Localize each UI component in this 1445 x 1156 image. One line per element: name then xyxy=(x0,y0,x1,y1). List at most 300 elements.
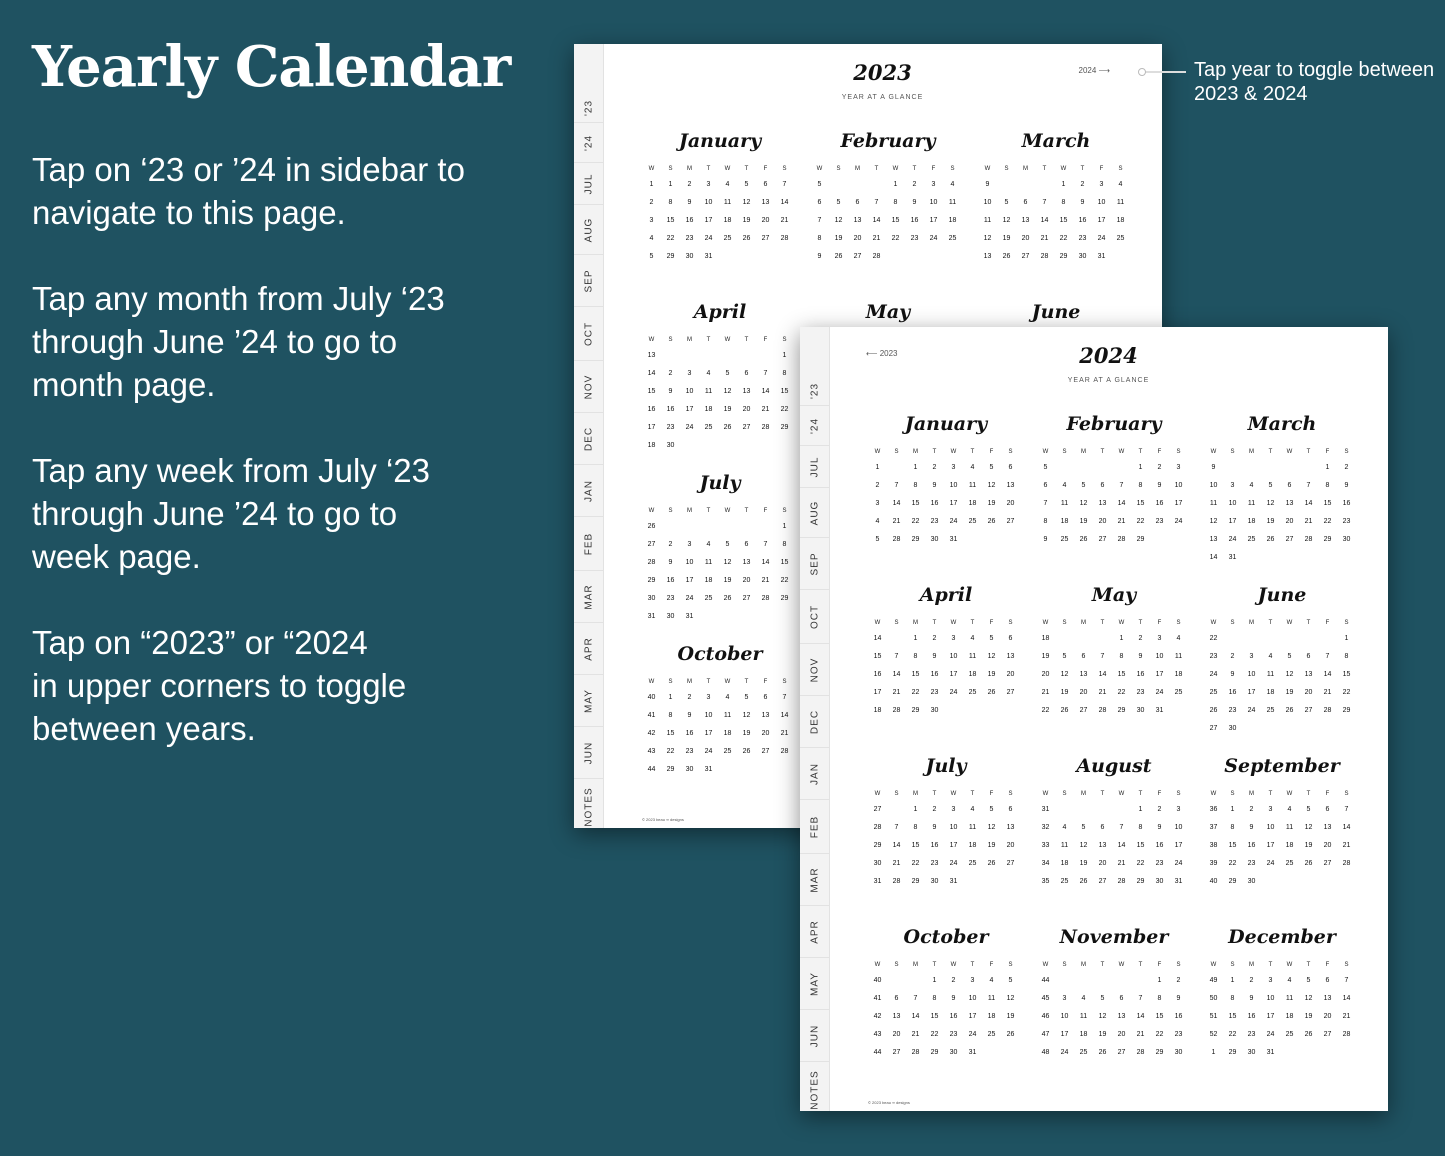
week-row[interactable] xyxy=(1036,819,1192,837)
day-cell[interactable]: 23 xyxy=(1078,235,1087,242)
day-cell[interactable]: 27 xyxy=(1285,536,1294,543)
week-row[interactable] xyxy=(1036,1008,1192,1026)
week-row[interactable] xyxy=(868,684,1024,702)
week-number[interactable]: 40 xyxy=(1209,878,1218,885)
day-cell[interactable]: 19 xyxy=(1098,1031,1107,1038)
day-cell[interactable]: 26 xyxy=(1006,1031,1015,1038)
day-cell[interactable]: 14 xyxy=(761,559,770,566)
day-cell[interactable]: 5 xyxy=(744,181,749,188)
day-cell[interactable]: 14 xyxy=(780,712,789,719)
month-july[interactable] xyxy=(642,468,798,639)
day-cell[interactable]: 1 xyxy=(1230,977,1235,984)
day-cell[interactable]: 31 xyxy=(704,253,713,260)
week-number[interactable]: 13 xyxy=(1209,536,1218,543)
day-cell[interactable]: 23 xyxy=(685,235,694,242)
week-row[interactable] xyxy=(868,531,1024,549)
day-cell[interactable]: 8 xyxy=(913,653,918,660)
day-cell[interactable]: 31 xyxy=(704,766,713,773)
day-cell[interactable]: 28 xyxy=(780,235,789,242)
day-cell[interactable]: 14 xyxy=(1117,842,1126,849)
day-cell[interactable]: 5 xyxy=(1081,824,1086,831)
day-cell[interactable]: 14 xyxy=(1342,824,1351,831)
week-number[interactable]: 35 xyxy=(1041,878,1050,885)
month-october[interactable] xyxy=(642,639,798,810)
day-cell[interactable]: 15 xyxy=(930,1013,939,1020)
week-row[interactable] xyxy=(1204,702,1360,720)
day-cell[interactable]: 25 xyxy=(1266,707,1275,714)
week-number[interactable]: 1 xyxy=(875,464,880,471)
day-cell[interactable]: 8 xyxy=(932,995,937,1002)
day-cell[interactable]: 8 xyxy=(1138,482,1143,489)
day-cell[interactable]: 18 xyxy=(1060,860,1069,867)
week-row[interactable] xyxy=(1204,513,1360,531)
week-row[interactable] xyxy=(1204,666,1360,684)
day-cell[interactable]: 20 xyxy=(1006,500,1015,507)
day-cell[interactable]: 20 xyxy=(742,406,751,413)
day-cell[interactable]: 30 xyxy=(666,442,675,449)
day-cell[interactable]: 1 xyxy=(1061,181,1066,188)
day-cell[interactable]: 3 xyxy=(1176,464,1181,471)
day-cell[interactable]: 3 xyxy=(1230,482,1235,489)
day-cell[interactable]: 28 xyxy=(1117,536,1126,543)
month-name[interactable]: April xyxy=(919,584,973,606)
day-cell[interactable]: 6 xyxy=(1287,482,1292,489)
week-number[interactable]: 5 xyxy=(817,181,822,188)
day-cell[interactable]: 1 xyxy=(668,181,673,188)
day-cell[interactable]: 17 xyxy=(685,406,694,413)
day-cell[interactable]: 22 xyxy=(891,235,900,242)
week-row[interactable] xyxy=(868,819,1024,837)
day-cell[interactable]: 3 xyxy=(951,806,956,813)
month-name[interactable]: March xyxy=(1021,130,1091,152)
day-cell[interactable]: 29 xyxy=(911,707,920,714)
month-name[interactable]: January xyxy=(904,413,988,435)
week-row[interactable] xyxy=(1204,648,1360,666)
month-name[interactable]: August xyxy=(1076,755,1152,777)
day-cell[interactable]: 22 xyxy=(780,406,789,413)
day-cell[interactable]: 12 xyxy=(1060,671,1069,678)
day-cell[interactable]: 19 xyxy=(1060,689,1069,696)
day-cell[interactable]: 6 xyxy=(1023,199,1028,206)
week-number[interactable]: 13 xyxy=(983,253,992,260)
day-cell[interactable]: 3 xyxy=(1099,181,1104,188)
day-cell[interactable]: 7 xyxy=(894,824,899,831)
week-row[interactable] xyxy=(1036,1044,1192,1062)
week-number[interactable]: 22 xyxy=(1041,707,1050,714)
day-cell[interactable]: 24 xyxy=(685,424,694,431)
day-cell[interactable]: 16 xyxy=(1342,500,1351,507)
week-row[interactable] xyxy=(1036,477,1192,495)
day-cell[interactable]: 3 xyxy=(706,181,711,188)
day-cell[interactable]: 1 xyxy=(913,464,918,471)
month-name[interactable]: July xyxy=(925,755,967,777)
day-cell[interactable]: 10 xyxy=(685,559,694,566)
day-cell[interactable]: 11 xyxy=(968,482,977,489)
week-number[interactable]: 4 xyxy=(649,235,654,242)
day-cell[interactable]: 11 xyxy=(948,199,957,206)
day-cell[interactable]: 18 xyxy=(968,500,977,507)
day-cell[interactable]: 29 xyxy=(780,595,789,602)
day-cell[interactable]: 7 xyxy=(1138,995,1143,1002)
day-cell[interactable]: 16 xyxy=(1228,689,1237,696)
day-cell[interactable]: 23 xyxy=(930,518,939,525)
week-number[interactable]: 21 xyxy=(1041,689,1050,696)
day-cell[interactable]: 22 xyxy=(1136,860,1145,867)
day-cell[interactable]: 20 xyxy=(742,577,751,584)
day-cell[interactable]: 2 xyxy=(1080,181,1085,188)
week-row[interactable] xyxy=(868,513,1024,531)
day-cell[interactable]: 24 xyxy=(1174,518,1183,525)
day-cell[interactable]: 6 xyxy=(1100,824,1105,831)
day-cell[interactable]: 30 xyxy=(1155,878,1164,885)
day-cell[interactable]: 26 xyxy=(1098,1049,1107,1056)
day-cell[interactable]: 27 xyxy=(1304,707,1313,714)
day-cell[interactable]: 12 xyxy=(723,388,732,395)
day-cell[interactable]: 2 xyxy=(668,370,673,377)
day-cell[interactable]: 17 xyxy=(1247,689,1256,696)
month-name[interactable]: February xyxy=(1066,413,1162,435)
week-number[interactable]: 49 xyxy=(1209,977,1218,984)
day-cell[interactable]: 12 xyxy=(1006,995,1015,1002)
month-name[interactable]: September xyxy=(1224,755,1340,777)
day-cell[interactable]: 26 xyxy=(1002,253,1011,260)
day-cell[interactable]: 30 xyxy=(930,536,939,543)
month-name[interactable]: June xyxy=(1031,301,1081,323)
day-cell[interactable]: 10 xyxy=(1247,671,1256,678)
day-cell[interactable]: 25 xyxy=(723,235,732,242)
week-number[interactable]: 31 xyxy=(1041,806,1050,813)
day-cell[interactable]: 31 xyxy=(1097,253,1106,260)
day-cell[interactable]: 27 xyxy=(1006,689,1015,696)
day-cell[interactable]: 17 xyxy=(949,671,958,678)
day-cell[interactable]: 5 xyxy=(836,199,841,206)
day-cell[interactable]: 16 xyxy=(1136,671,1145,678)
day-cell[interactable]: 11 xyxy=(1174,653,1183,660)
week-number[interactable]: 23 xyxy=(1209,653,1218,660)
day-cell[interactable]: 9 xyxy=(687,712,692,719)
day-cell[interactable]: 26 xyxy=(742,748,751,755)
day-cell[interactable]: 3 xyxy=(1249,653,1254,660)
day-cell[interactable]: 31 xyxy=(1174,878,1183,885)
sidebar-tab-oct[interactable] xyxy=(574,307,603,361)
day-cell[interactable]: 2 xyxy=(912,181,917,188)
day-cell[interactable]: 10 xyxy=(949,824,958,831)
day-cell[interactable]: 19 xyxy=(1304,842,1313,849)
sidebar-tab-notes[interactable] xyxy=(574,779,603,828)
week-row[interactable] xyxy=(642,743,798,761)
day-cell[interactable]: 29 xyxy=(1059,253,1068,260)
week-row[interactable] xyxy=(978,230,1134,248)
day-cell[interactable]: 27 xyxy=(1098,536,1107,543)
week-row[interactable] xyxy=(1204,855,1360,873)
day-cell[interactable]: 21 xyxy=(1304,518,1313,525)
day-cell[interactable]: 21 xyxy=(872,235,881,242)
day-cell[interactable]: 2 xyxy=(951,977,956,984)
day-cell[interactable]: 29 xyxy=(666,766,675,773)
day-cell[interactable]: 21 xyxy=(892,689,901,696)
week-number[interactable]: 42 xyxy=(873,1013,882,1020)
day-cell[interactable]: 19 xyxy=(742,730,751,737)
day-cell[interactable]: 27 xyxy=(1006,860,1015,867)
week-number[interactable]: 18 xyxy=(873,707,882,714)
day-cell[interactable]: 28 xyxy=(1304,536,1313,543)
month-september[interactable] xyxy=(1204,751,1360,922)
week-number[interactable]: 29 xyxy=(647,577,656,584)
week-row[interactable] xyxy=(978,176,1134,194)
week-row[interactable] xyxy=(1036,684,1192,702)
sidebar-tab-24[interactable] xyxy=(800,406,829,446)
week-row[interactable] xyxy=(642,608,798,626)
day-cell[interactable]: 16 xyxy=(930,500,939,507)
day-cell[interactable]: 24 xyxy=(1174,860,1183,867)
week-row[interactable] xyxy=(642,248,798,266)
day-cell[interactable]: 4 xyxy=(1081,995,1086,1002)
day-cell[interactable]: 23 xyxy=(666,424,675,431)
day-cell[interactable]: 4 xyxy=(1287,977,1292,984)
day-cell[interactable]: 13 xyxy=(1098,500,1107,507)
day-cell[interactable]: 24 xyxy=(949,860,958,867)
day-cell[interactable]: 28 xyxy=(911,1049,920,1056)
day-cell[interactable]: 23 xyxy=(1155,860,1164,867)
day-cell[interactable]: 15 xyxy=(1228,1013,1237,1020)
day-cell[interactable]: 29 xyxy=(911,878,920,885)
week-number[interactable]: 20 xyxy=(1041,671,1050,678)
day-cell[interactable]: 2 xyxy=(1157,464,1162,471)
day-cell[interactable]: 10 xyxy=(704,199,713,206)
day-cell[interactable]: 16 xyxy=(1247,1013,1256,1020)
week-number[interactable]: 12 xyxy=(983,235,992,242)
week-row[interactable] xyxy=(1204,801,1360,819)
day-cell[interactable]: 9 xyxy=(932,653,937,660)
day-cell[interactable]: 31 xyxy=(949,878,958,885)
day-cell[interactable]: 23 xyxy=(1247,1031,1256,1038)
month-december[interactable] xyxy=(1204,922,1360,1093)
day-cell[interactable]: 18 xyxy=(723,730,732,737)
week-row[interactable] xyxy=(642,572,798,590)
day-cell[interactable]: 27 xyxy=(1117,1049,1126,1056)
day-cell[interactable]: 26 xyxy=(1079,536,1088,543)
day-cell[interactable]: 13 xyxy=(1323,824,1332,831)
sidebar-tab-jul[interactable] xyxy=(574,163,603,205)
day-cell[interactable]: 27 xyxy=(1006,518,1015,525)
day-cell[interactable]: 12 xyxy=(987,653,996,660)
day-cell[interactable]: 29 xyxy=(1136,536,1145,543)
day-cell[interactable]: 10 xyxy=(949,653,958,660)
day-cell[interactable]: 17 xyxy=(1060,1031,1069,1038)
week-row[interactable] xyxy=(1036,990,1192,1008)
day-cell[interactable]: 3 xyxy=(931,181,936,188)
month-name[interactable]: October xyxy=(903,926,989,948)
day-cell[interactable]: 17 xyxy=(949,500,958,507)
day-cell[interactable]: 25 xyxy=(987,1031,996,1038)
day-cell[interactable]: 11 xyxy=(1285,995,1294,1002)
week-row[interactable] xyxy=(1204,684,1360,702)
day-cell[interactable]: 9 xyxy=(687,199,692,206)
day-cell[interactable]: 17 xyxy=(1266,842,1275,849)
day-cell[interactable]: 9 xyxy=(668,388,673,395)
day-cell[interactable]: 29 xyxy=(666,253,675,260)
month-january[interactable] xyxy=(868,409,1024,580)
day-cell[interactable]: 22 xyxy=(666,235,675,242)
day-cell[interactable]: 5 xyxy=(989,806,994,813)
day-cell[interactable]: 9 xyxy=(912,199,917,206)
day-cell[interactable]: 25 xyxy=(704,595,713,602)
day-cell[interactable]: 17 xyxy=(1228,518,1237,525)
day-cell[interactable]: 18 xyxy=(1266,689,1275,696)
day-cell[interactable]: 13 xyxy=(1006,653,1015,660)
day-cell[interactable]: 9 xyxy=(932,824,937,831)
day-cell[interactable]: 5 xyxy=(1268,482,1273,489)
week-number[interactable]: 44 xyxy=(1041,977,1050,984)
day-cell[interactable]: 9 xyxy=(1157,482,1162,489)
day-cell[interactable]: 24 xyxy=(1266,860,1275,867)
day-cell[interactable]: 14 xyxy=(892,842,901,849)
month-may[interactable] xyxy=(1036,580,1192,751)
day-cell[interactable]: 10 xyxy=(1174,482,1183,489)
day-cell[interactable]: 1 xyxy=(913,806,918,813)
day-cell[interactable]: 4 xyxy=(1062,824,1067,831)
week-number[interactable]: 2 xyxy=(875,482,880,489)
week-number[interactable]: 8 xyxy=(817,235,822,242)
day-cell[interactable]: 16 xyxy=(1247,842,1256,849)
day-cell[interactable]: 18 xyxy=(1285,1013,1294,1020)
week-number[interactable]: 41 xyxy=(873,995,882,1002)
week-number[interactable]: 26 xyxy=(647,523,656,530)
week-row[interactable] xyxy=(868,855,1024,873)
day-cell[interactable]: 10 xyxy=(1097,199,1106,206)
day-cell[interactable]: 5 xyxy=(725,370,730,377)
day-cell[interactable]: 29 xyxy=(1323,536,1332,543)
day-cell[interactable]: 8 xyxy=(668,712,673,719)
sidebar-tab-jan[interactable] xyxy=(574,465,603,517)
day-cell[interactable]: 3 xyxy=(1062,995,1067,1002)
week-number[interactable]: 50 xyxy=(1209,995,1218,1002)
week-number[interactable]: 41 xyxy=(647,712,656,719)
day-cell[interactable]: 26 xyxy=(1304,1031,1313,1038)
week-number[interactable]: 2 xyxy=(649,199,654,206)
day-cell[interactable]: 1 xyxy=(782,523,787,530)
day-cell[interactable]: 22 xyxy=(1117,689,1126,696)
day-cell[interactable]: 4 xyxy=(989,977,994,984)
week-row[interactable] xyxy=(642,347,798,365)
day-cell[interactable]: 31 xyxy=(1266,1049,1275,1056)
month-name[interactable]: October xyxy=(677,643,763,665)
day-cell[interactable]: 7 xyxy=(1119,824,1124,831)
day-cell[interactable]: 3 xyxy=(951,635,956,642)
day-cell[interactable]: 21 xyxy=(761,406,770,413)
day-cell[interactable]: 18 xyxy=(1285,842,1294,849)
week-number[interactable]: 28 xyxy=(647,559,656,566)
day-cell[interactable]: 29 xyxy=(930,1049,939,1056)
day-cell[interactable]: 14 xyxy=(892,500,901,507)
day-cell[interactable]: 28 xyxy=(780,748,789,755)
week-row[interactable] xyxy=(810,248,966,266)
week-number[interactable]: 10 xyxy=(1209,482,1218,489)
day-cell[interactable]: 14 xyxy=(1136,1013,1145,1020)
week-number[interactable]: 14 xyxy=(873,635,882,642)
day-cell[interactable]: 1 xyxy=(782,352,787,359)
day-cell[interactable]: 11 xyxy=(704,388,713,395)
week-row[interactable] xyxy=(642,536,798,554)
day-cell[interactable]: 21 xyxy=(1117,860,1126,867)
week-number[interactable]: 47 xyxy=(1041,1031,1050,1038)
day-cell[interactable]: 1 xyxy=(1138,806,1143,813)
day-cell[interactable]: 8 xyxy=(1119,653,1124,660)
day-cell[interactable]: 20 xyxy=(1285,518,1294,525)
week-row[interactable] xyxy=(868,495,1024,513)
day-cell[interactable]: 11 xyxy=(987,995,996,1002)
day-cell[interactable]: 25 xyxy=(968,860,977,867)
day-cell[interactable]: 23 xyxy=(1228,707,1237,714)
day-cell[interactable]: 26 xyxy=(1266,536,1275,543)
week-number[interactable]: 39 xyxy=(1209,860,1218,867)
month-name[interactable]: May xyxy=(865,301,911,323)
sidebar-tab-oct[interactable] xyxy=(800,590,829,644)
day-cell[interactable]: 8 xyxy=(1344,653,1349,660)
day-cell[interactable]: 30 xyxy=(1247,878,1256,885)
week-number[interactable]: 9 xyxy=(985,181,990,188)
day-cell[interactable]: 6 xyxy=(1008,806,1013,813)
day-cell[interactable]: 8 xyxy=(782,541,787,548)
week-row[interactable] xyxy=(810,194,966,212)
day-cell[interactable]: 6 xyxy=(1325,806,1330,813)
day-cell[interactable]: 2 xyxy=(1249,977,1254,984)
day-cell[interactable]: 10 xyxy=(685,388,694,395)
day-cell[interactable]: 27 xyxy=(742,595,751,602)
day-cell[interactable]: 13 xyxy=(1079,671,1088,678)
day-cell[interactable]: 5 xyxy=(1062,653,1067,660)
day-cell[interactable]: 19 xyxy=(1079,518,1088,525)
day-cell[interactable]: 23 xyxy=(1342,518,1351,525)
day-cell[interactable]: 30 xyxy=(1342,536,1351,543)
day-cell[interactable]: 3 xyxy=(1268,977,1273,984)
day-cell[interactable]: 7 xyxy=(763,370,768,377)
day-cell[interactable]: 12 xyxy=(1098,1013,1107,1020)
week-number[interactable]: 30 xyxy=(873,860,882,867)
day-cell[interactable]: 16 xyxy=(1174,1013,1183,1020)
day-cell[interactable]: 19 xyxy=(1002,235,1011,242)
week-row[interactable] xyxy=(868,666,1024,684)
week-row[interactable] xyxy=(1204,477,1360,495)
day-cell[interactable]: 8 xyxy=(1230,824,1235,831)
day-cell[interactable]: 15 xyxy=(1136,500,1145,507)
week-row[interactable] xyxy=(1036,837,1192,855)
day-cell[interactable]: 30 xyxy=(949,1049,958,1056)
day-cell[interactable]: 25 xyxy=(723,748,732,755)
week-number[interactable]: 15 xyxy=(647,388,656,395)
sidebar-tab-mar[interactable] xyxy=(574,571,603,623)
day-cell[interactable]: 4 xyxy=(1249,482,1254,489)
week-number[interactable]: 7 xyxy=(1043,500,1048,507)
day-cell[interactable]: 16 xyxy=(666,577,675,584)
day-cell[interactable]: 23 xyxy=(930,860,939,867)
month-name[interactable]: December xyxy=(1228,926,1336,948)
day-cell[interactable]: 31 xyxy=(1155,707,1164,714)
week-number[interactable]: 25 xyxy=(1209,689,1218,696)
day-cell[interactable]: 24 xyxy=(704,748,713,755)
day-cell[interactable]: 13 xyxy=(1006,824,1015,831)
day-cell[interactable]: 10 xyxy=(929,199,938,206)
week-number[interactable]: 31 xyxy=(873,878,882,885)
day-cell[interactable]: 11 xyxy=(1285,824,1294,831)
week-row[interactable] xyxy=(868,648,1024,666)
day-cell[interactable]: 15 xyxy=(1228,842,1237,849)
day-cell[interactable]: 1 xyxy=(1230,806,1235,813)
week-row[interactable] xyxy=(1204,837,1360,855)
day-cell[interactable]: 8 xyxy=(893,199,898,206)
day-cell[interactable]: 21 xyxy=(761,577,770,584)
day-cell[interactable]: 13 xyxy=(1117,1013,1126,1020)
